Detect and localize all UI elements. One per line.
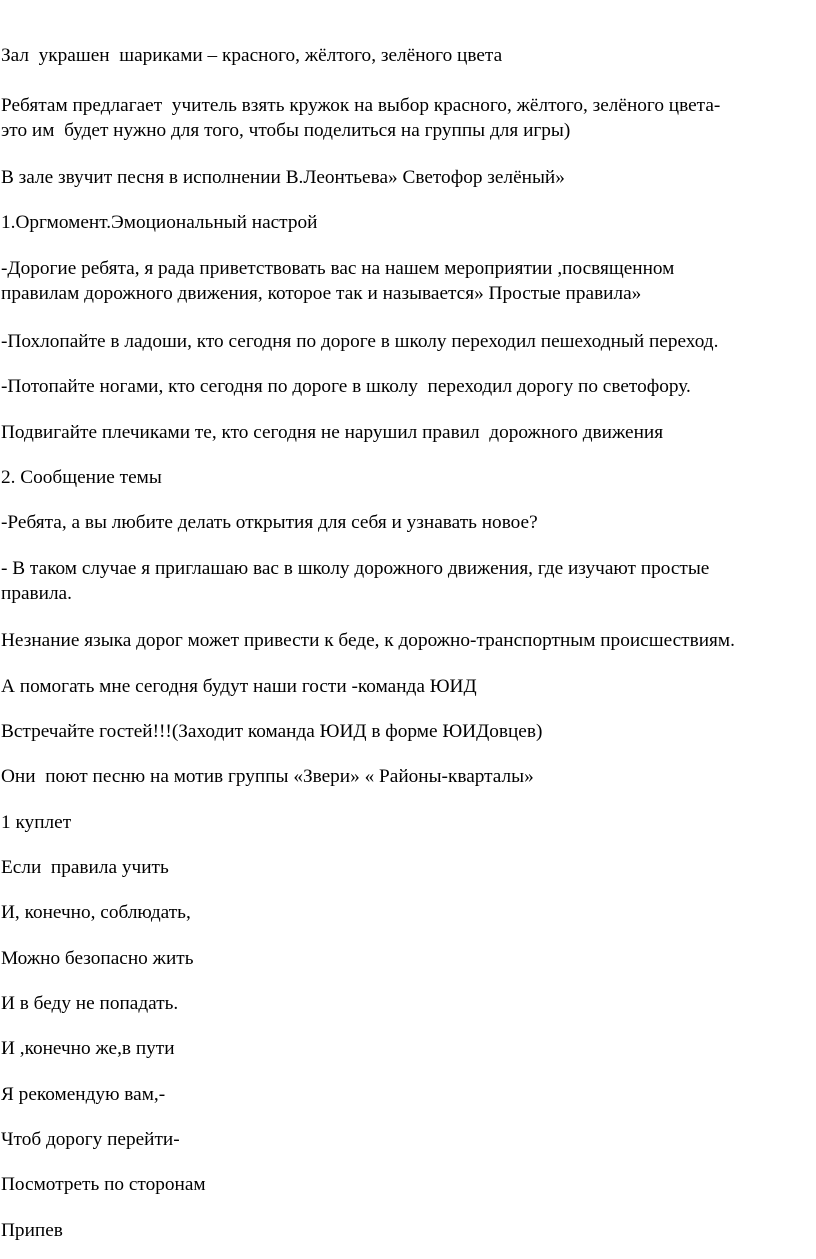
text-line: -Похлопайте в ладоши, кто сегодня по дороге в школу переходил пешеходный переход. bbox=[1, 331, 719, 352]
text-line: 1.Оргмомент.Эмоциональный настрой bbox=[1, 212, 318, 233]
text-line: -Ребята, а вы любите делать открытия для себя и узнавать новое? bbox=[1, 512, 538, 533]
paragraph-greeting bbox=[1, 256, 801, 306]
song-line bbox=[1, 1082, 801, 1107]
text-line: Встречайте гостей!!!(Заходит команда ЮИД в форме ЮИДовцев) bbox=[1, 721, 543, 742]
paragraph-helpers bbox=[1, 674, 801, 699]
paragraph-topic-heading bbox=[1, 465, 801, 490]
text-line: Незнание языка дорог может привести к беде, к дорожно-транспортным происшествиям. bbox=[1, 630, 735, 651]
paragraph-org-moment bbox=[1, 210, 801, 235]
text-line: -Потопайте ногами, кто сегодня по дороге в школу переходил дорогу по светофору. bbox=[1, 376, 691, 397]
song-line bbox=[1, 1127, 801, 1152]
text-line: Зал украшен шариками – красного, жёлтого, зелёного цвета bbox=[1, 45, 503, 66]
text-line: правила. bbox=[1, 583, 72, 604]
text-line: Чтоб дорогу перейти- bbox=[1, 1129, 180, 1150]
text-line: Подвигайте плечиками те, кто сегодня не нарушил правил дорожного движения bbox=[1, 422, 664, 443]
text-line: И в беду не попадать. bbox=[1, 993, 179, 1014]
text-line: Ребятам предлагает учитель взять кружок на выбор красного, жёлтого, зелёного цвета- bbox=[1, 95, 721, 116]
text-line: И ,конечно же,в пути bbox=[1, 1038, 175, 1059]
text-line: В зале звучит песня в исполнении В.Леонтьева» Светофор зелёный» bbox=[1, 167, 565, 188]
song-line bbox=[1, 1172, 801, 1197]
text-line: 1 куплет bbox=[1, 812, 72, 833]
song-line bbox=[1, 946, 801, 971]
text-line: Они поют песню на мотив группы «Звери» « Районы-кварталы» bbox=[1, 766, 534, 787]
text-line: И, конечно, соблюдать, bbox=[1, 902, 191, 923]
song-line bbox=[1, 991, 801, 1016]
paragraph-move-shoulders bbox=[1, 420, 801, 445]
text-line: 2. Сообщение темы bbox=[1, 467, 162, 488]
text-line: Припев bbox=[1, 1220, 63, 1241]
paragraph-chorus-heading bbox=[1, 1218, 801, 1243]
paragraph-song-playing bbox=[1, 165, 801, 190]
text-line: А помогать мне сегодня будут наши гости -команда ЮИД bbox=[1, 676, 477, 697]
paragraph-road-language bbox=[1, 628, 801, 653]
paragraph-teacher-offer bbox=[1, 93, 801, 143]
text-line: это им будет нужно для того, чтобы поделиться на группы для игры) bbox=[1, 120, 571, 141]
paragraph-invitation bbox=[1, 556, 801, 606]
song-line bbox=[1, 1036, 801, 1061]
text-line: Я рекомендую вам,- bbox=[1, 1084, 166, 1105]
text-line: Посмотреть по сторонам bbox=[1, 1174, 206, 1195]
paragraph-verse-heading bbox=[1, 810, 801, 835]
text-line: Можно безопасно жить bbox=[1, 948, 194, 969]
text-line: -Дорогие ребята, я рада приветствовать вас на нашем мероприятии ,посвященном bbox=[1, 258, 675, 279]
song-line bbox=[1, 855, 801, 880]
text-line: Если правила учить bbox=[1, 857, 169, 878]
song-line bbox=[1, 900, 801, 925]
paragraph-team-sings bbox=[1, 764, 801, 789]
paragraph-meet-guests bbox=[1, 719, 801, 744]
paragraph-clap-hands bbox=[1, 329, 801, 354]
paragraph-hall-decoration bbox=[1, 43, 801, 68]
text-line: - В таком случае я приглашаю вас в школу дорожного движения, где изучают простые bbox=[1, 558, 710, 579]
text-line: правилам дорожного движения, которое так и называется» Простые правила» bbox=[1, 283, 642, 304]
paragraph-discoveries-question bbox=[1, 510, 801, 535]
paragraph-stamp-feet bbox=[1, 374, 801, 399]
